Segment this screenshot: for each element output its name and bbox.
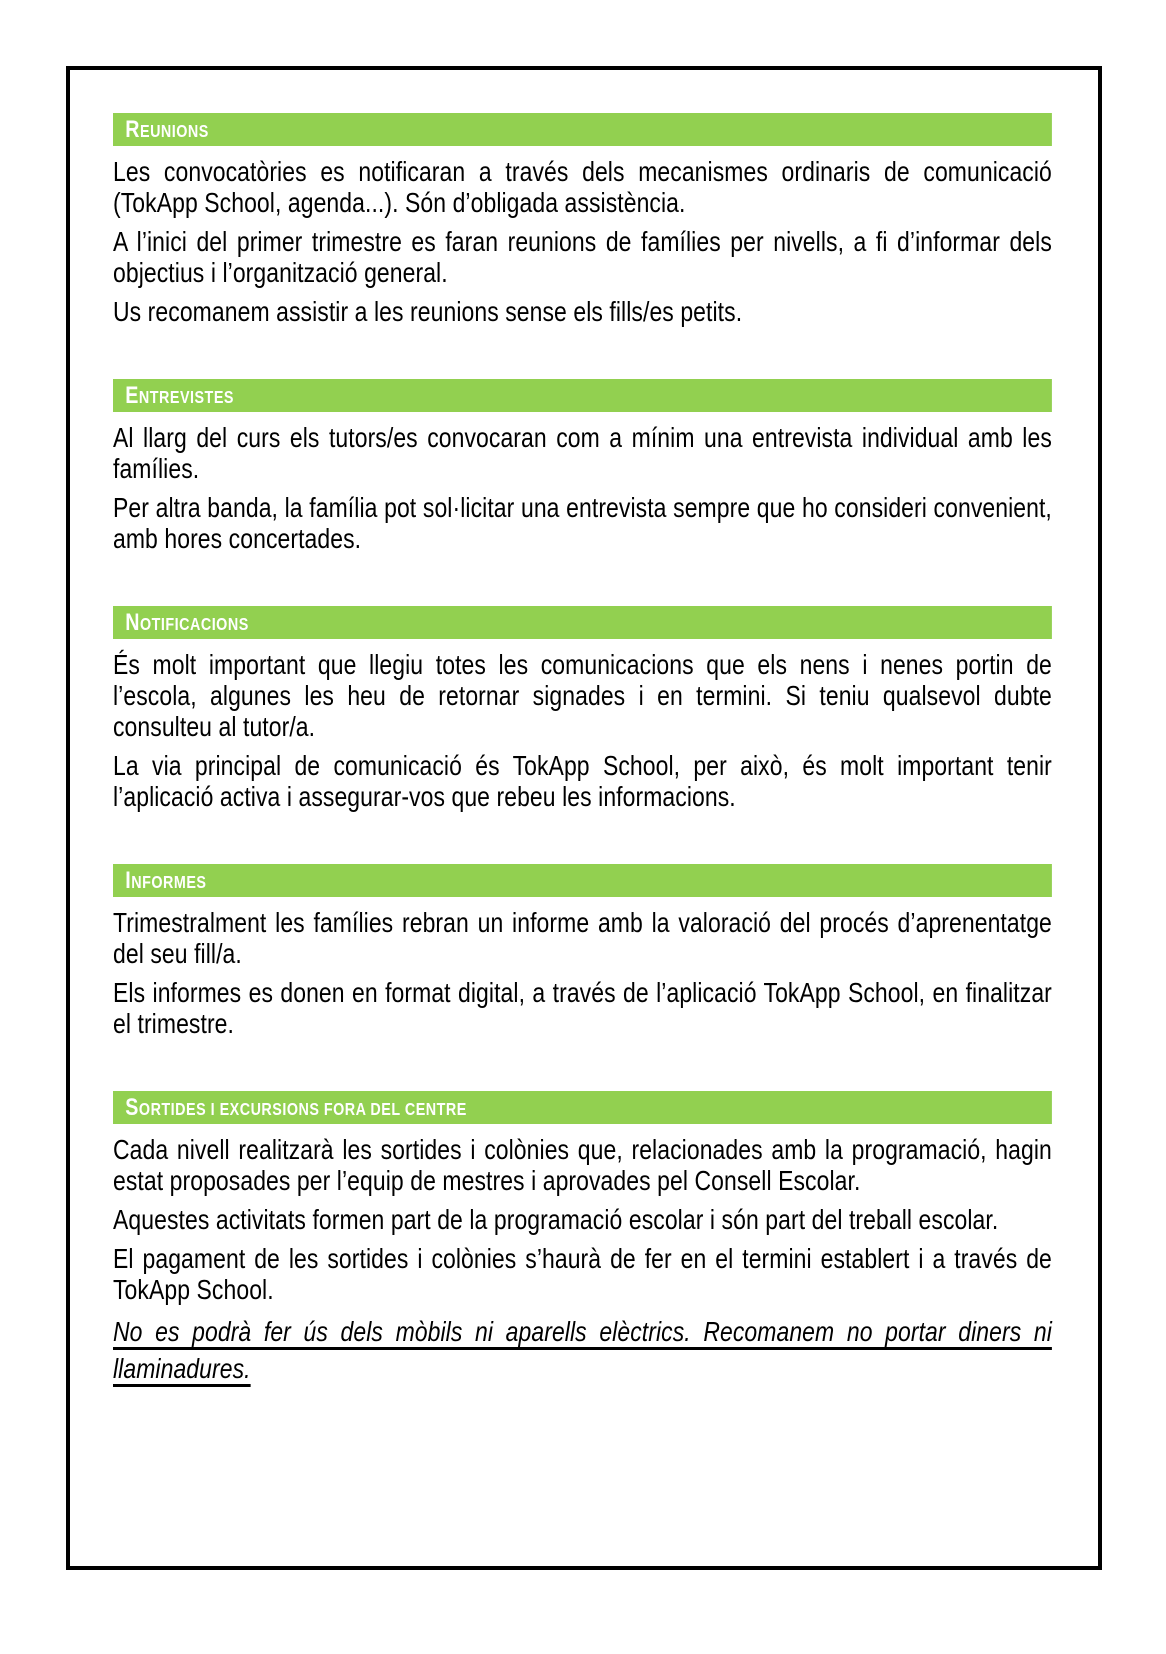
section-header-informes: INFORMES [113,864,1052,897]
paragraph: Les convocatòries es notificaran a través dels mecanismes ordinaris de comunicació (TokApp School, agenda...). Són d’obligada assistència. [113,156,1052,218]
section-header-notificacions: NOTIFICACIONS [113,606,1052,639]
paragraph: Us recomanem assistir a les reunions sense els fills/es petits. [113,296,743,327]
section-notificacions [113,606,1052,812]
paragraph: Aquestes activitats formen part de la programació escolar i són part del treball escolar. [113,1204,999,1235]
document-content [113,113,1052,1387]
section-header-reunions: REUNIONS [113,113,1052,146]
section-entrevistes [113,379,1052,554]
paragraph-warning: No es podrà fer ús dels mòbils ni aparells elèctrics. Recomanem no portar diners ni llaminadures. [113,1316,1052,1384]
section-informes [113,864,1052,1039]
content-frame [66,66,1102,1570]
paragraph: A l’inici del primer trimestre es faran reunions de famílies per nivells, a fi d’informar dels objectius i l’organització general. [113,226,1052,288]
paragraph: Trimestralment les famílies rebran un informe amb la valoració del procés d’aprenentatge del seu fill/a. [113,907,1052,969]
paragraph: Cada nivell realitzarà les sortides i colònies que, relacionades amb la programació, hagin estat proposades per l’equip de mestres i aprovades pel Consell Escolar. [113,1134,1052,1196]
paragraph: La via principal de comunicació és TokApp School, per això, és molt important tenir l’aplicació activa i assegurar-vos que rebeu les informacions. [113,750,1052,812]
paragraph: Per altra banda, la família pot sol·licitar una entrevista sempre que ho consideri convenient, amb hores concertades. [113,492,1052,554]
section-header-sortides: SORTIDES I EXCURSIONS FORA DEL CENTRE [113,1091,1052,1124]
paragraph: És molt important que llegiu totes les comunicacions que els nens i nenes portin de l’escola, algunes les heu de retornar signades i en termini. Si teniu qualsevol dubte consulteu al tutor/a. [113,649,1052,742]
section-reunions [113,113,1052,327]
paragraph: Al llarg del curs els tutors/es convocaran com a mínim una entrevista individual amb les famílies. [113,422,1052,484]
paragraph: El pagament de les sortides i colònies s’haurà de fer en el termini establert i a través de TokApp School. [113,1243,1052,1305]
section-sortides [113,1091,1052,1387]
section-header-entrevistes: ENTREVISTES [113,379,1052,412]
paragraph: Els informes es donen en format digital, a través de l’aplicació TokApp School, en finalitzar el trimestre. [113,977,1052,1039]
